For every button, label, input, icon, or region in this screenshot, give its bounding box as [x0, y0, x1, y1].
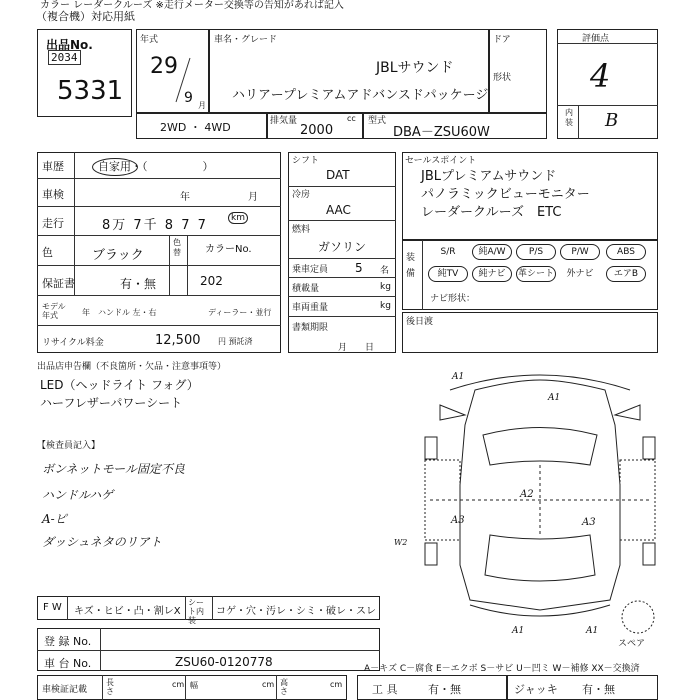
sales-point-1: JBLプレミアムサウンド [421, 169, 557, 184]
dim-length-label: 長さ [106, 678, 114, 696]
sales-point-3: レーダークルーズ ETC [421, 205, 562, 220]
combined-sheet-label: （複合機）対応用紙 [36, 10, 135, 23]
dim-height-label: 高さ [280, 678, 288, 696]
declaration-line-1: LED（ヘッドライト フォグ） [40, 378, 199, 392]
diagram-mark-a1-right: A1 [548, 393, 561, 403]
displacement-label: 排気量 [270, 116, 298, 126]
interior-value: B [605, 110, 619, 131]
shape-label: 形状 [493, 73, 512, 83]
mileage-label: 走行 [42, 217, 64, 230]
shift-value: DAT [326, 168, 350, 182]
seat-items: コゲ・穴・汚レ・シミ・破レ・スレ [216, 606, 376, 617]
dim-height-unit: cm [330, 680, 343, 689]
equipment-item: 革シート [516, 266, 556, 282]
fuel-label: 燃料 [292, 225, 311, 235]
tools-value: 有・無 [428, 683, 461, 696]
damage-legend: A－キズ C－腐食 E－エクボ S－サビ U－凹ミ W－補修 XX－交換済 [364, 664, 640, 674]
dim-width-label: 幅 [190, 681, 198, 690]
ac-label: 冷房 [292, 190, 311, 200]
capacity-unit: 名 [380, 266, 390, 276]
spare-label: スペア [618, 639, 646, 649]
displacement-value: 2000 [300, 123, 334, 138]
year-divider [170, 56, 200, 106]
doc-deadline-value: 月 日 [338, 343, 375, 353]
lot-label: 出品No. [46, 38, 93, 52]
diagram-mark-a2: A2 [520, 489, 534, 500]
drive-label: 2WD ・ 4WD [160, 121, 231, 134]
diagram-mark-a1-top: A1 [452, 372, 465, 382]
grade-value: 4 [590, 57, 611, 95]
diagram-mark-w2: W2 [394, 538, 408, 547]
recycle-unit: 円 預託済 [218, 337, 253, 346]
load-label: 積載量 [292, 284, 320, 294]
history-value: 自家用・（ ） [98, 160, 214, 173]
capacity-label: 乗車定員 [292, 265, 329, 275]
lot-small-number: 2034 [48, 50, 81, 65]
dim-width-unit: cm [262, 680, 275, 689]
inspector-line-3: A-ピ [42, 512, 67, 526]
ac-value: AAC [326, 203, 351, 217]
fw-label: F W [43, 602, 62, 613]
diagram-mark-a3-right: A3 [582, 517, 596, 528]
month-unit: 月 [198, 101, 206, 110]
warranty-value: 有・無 [120, 277, 157, 291]
equipment-item: 純ナビ [472, 266, 512, 282]
jack-value: 有・無 [582, 683, 615, 696]
color-code: 202 [200, 274, 223, 288]
lot-number: 5331 [57, 76, 124, 106]
model-value: DBA－ZSU60W [393, 125, 490, 140]
car-name-label: 車名・グレード [214, 35, 278, 45]
declaration-line-2: ハーフレザーパワーシート [40, 396, 183, 410]
history-label: 車歴 [42, 160, 64, 173]
diagram-mark-a1-bottom-right: A1 [586, 626, 599, 636]
doc-deadline-label: 書類期限 [292, 323, 329, 333]
equipment-item: 純A/W [472, 244, 512, 260]
inspection-year: 年 [180, 192, 190, 203]
navi-shape-label: ナビ形状： [430, 294, 476, 304]
capacity-value: 5 [355, 261, 363, 275]
year-value: 29 [150, 54, 178, 79]
color-value: ブラック [92, 248, 144, 263]
weight-unit: kg [380, 301, 391, 311]
year-label: 年式 [140, 35, 159, 45]
mileage-value: 8万 7千 8 7 7 [102, 218, 208, 233]
inspector-label: 【検査員記入】 [37, 441, 101, 451]
mileage-unit: km [228, 212, 248, 224]
fuel-value: ガソリン [318, 240, 367, 254]
grade-label: 評価点 [582, 34, 610, 44]
interior-label: 内装 [565, 108, 573, 127]
chassis-value: ZSU60-0120778 [175, 655, 273, 669]
sales-points-label: セールスポイント [405, 156, 477, 166]
recycle-value: 12,500 [155, 333, 201, 348]
inspection-label: 車検 [42, 188, 64, 201]
car-name-line1: JBLサウンド [376, 60, 454, 76]
door-label: ドア [493, 35, 511, 45]
warranty-label: 保証書 [42, 277, 75, 290]
equipment-item: エアB [606, 266, 646, 282]
model-year-label: モデル年式 [42, 302, 66, 320]
fw-items: キズ・ヒビ・凸・割レX [74, 606, 181, 617]
seat-label: シート内装 [188, 598, 204, 625]
color-change-label: 色替 [173, 238, 181, 257]
model-label: 型式 [368, 116, 387, 126]
weight-label: 車両重量 [292, 303, 329, 313]
inspector-line-1: ボンネットモール固定不良 [42, 462, 185, 476]
inspector-line-4: ダッシュネタのリアト [42, 535, 162, 549]
recycle-label: リサイクル料金 [42, 338, 104, 348]
rear-repair-box [402, 312, 658, 353]
equipment-item: S/R [440, 247, 456, 257]
declaration-label: 出品店申告欄（不良箇所・欠品・注意事項等） [37, 362, 227, 372]
history-circle [92, 158, 138, 176]
tools-label: 工 具 [372, 683, 398, 696]
equipment-item: 純TV [428, 266, 468, 282]
registration-label: 登 録 No. [44, 635, 92, 648]
inspection-month: 月 [248, 192, 258, 203]
month-value: 9 [184, 90, 193, 106]
dim-length-unit: cm [172, 680, 185, 689]
model-year-handle: 年 ハンドル 左・右 [82, 308, 157, 317]
header-top-line: カラー レーダークルーズ ※走行メーター交換等の告知があれば記入 [40, 0, 344, 11]
car-diagram [395, 365, 685, 655]
car-name-line2: ハリアープレミアムアドバンスドパッケージ [232, 88, 489, 103]
diagram-mark-a3-left: A3 [451, 515, 465, 526]
equipment-item: ABS [606, 244, 646, 260]
cert-label: 車検証記載 [42, 685, 88, 695]
equipment-item: P/W [560, 244, 600, 260]
chassis-label: 車 台 No. [44, 657, 92, 670]
model-year-dealer: ディーラー・並行 [208, 308, 272, 317]
inspector-line-2: ハンドルハゲ [42, 488, 114, 502]
jack-label: ジャッキ [514, 683, 558, 696]
rear-repair-label: 後日渡 [406, 317, 434, 327]
diagram-mark-a1-bottom-left: A1 [512, 626, 525, 636]
sales-point-2: パノラミックビューモニター [421, 187, 590, 202]
color-label: 色 [42, 246, 53, 259]
equipment-item: 外ナビ [566, 269, 594, 279]
equipment-label: 装備 [406, 253, 416, 279]
load-unit: kg [380, 282, 391, 292]
equipment-item: P/S [516, 244, 556, 260]
shift-label: シフト [292, 156, 320, 166]
color-code-label: カラーNo. [205, 244, 252, 255]
displacement-unit: cc [347, 114, 356, 123]
